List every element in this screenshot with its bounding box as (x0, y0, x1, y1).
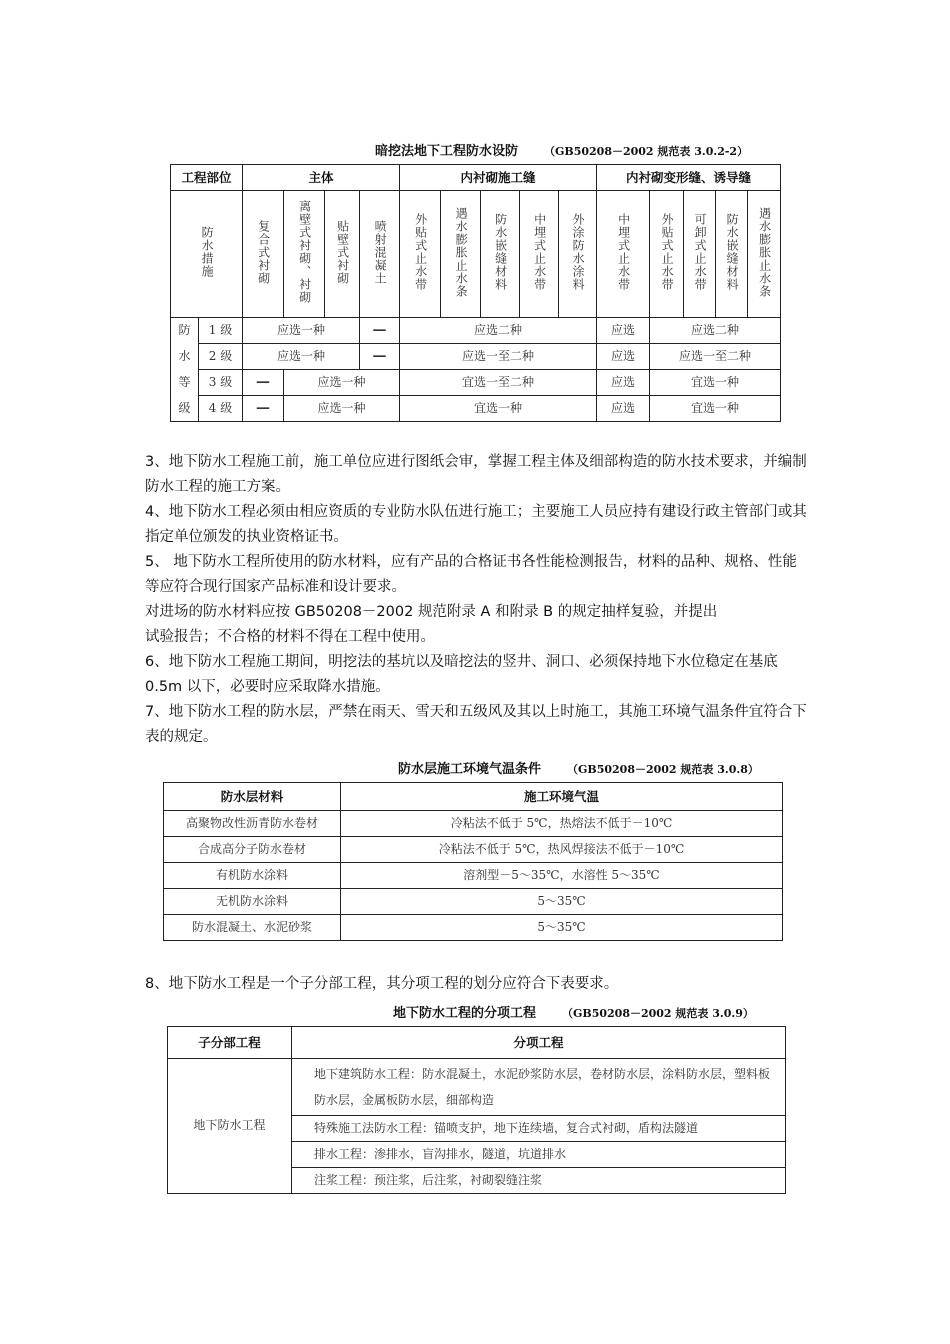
table3-caption (393, 1002, 754, 1021)
header-temperature: 施工环境气温 (341, 783, 783, 811)
joint-choice: 宜选一至二种 (400, 370, 597, 396)
temperature-cell: 冷粘法不低于 5℃，热熔法不低于－10℃ (341, 811, 783, 837)
temperature-cell: 5～35℃ (341, 915, 783, 941)
body-choice: 应选一种 (284, 396, 400, 422)
header-part: 工程部位 (171, 165, 243, 191)
material-cell: 高聚物改性沥青防水卷材 (164, 811, 341, 837)
col-header: 防水嵌缝材料 (716, 191, 748, 318)
col-header: 外涂防水涂料 (559, 191, 597, 318)
first-value: — (243, 396, 284, 422)
paragraph-4: 4、地下防水工程必须由相应资质的专业防水队伍进行施工；主要施工人员应持有建设行政主管部门或其指定单位颁发的执业资格证书。 (145, 504, 807, 545)
item-cell: 注浆工程：预注浆，后注浆，衬砌裂缝注浆 (292, 1168, 786, 1194)
paragraph-5-cont: 对进场的防水材料应按 GB50208－2002 规范附录 A 和附录 B 的规定抽样复验，并提出 (145, 604, 718, 620)
paragraph-8: 8、地下防水工程是一个子分部工程，其分项工程的划分应符合下表要求。 (145, 976, 619, 992)
measures-cell (171, 191, 243, 318)
col-header: 外贴式止水带 (650, 191, 684, 318)
paragraph-7: 7、地下防水工程的防水层，严禁在雨天、雪天和五级风及其以上时施工，其施工环境气温条件宜符合下表的规定。 (145, 704, 807, 745)
deform-choice: 宜选一种 (650, 396, 781, 422)
col-header: 遇水膨胀止水条 (441, 191, 481, 318)
material-cell: 合成高分子防水卷材 (164, 837, 341, 863)
paragraph-5-cont2: 试验报告；不合格的材料不得在工程中使用。 (145, 629, 435, 645)
group-deformation-joint: 内衬砌变形缝、诱导缝 (597, 165, 781, 191)
level-cell: 4 级 (199, 396, 243, 422)
material-cell: 防水混凝土、水泥砂浆 (164, 915, 341, 941)
table2-title: 防水层施工环境气温条件 (398, 762, 542, 777)
col-header: 外贴式止水带 (400, 191, 441, 318)
table2-ref: （GB50208－2002 规范表 3.0.8） (567, 763, 759, 776)
header-material: 防水层材料 (164, 783, 341, 811)
header-subdivision: 子分部工程 (168, 1027, 292, 1059)
body-choice: 应选一种 (243, 344, 360, 370)
material-cell: 有机防水涂料 (164, 863, 341, 889)
paragraph-3: 3、地下防水工程施工前，施工单位应进行图纸会审，掌握工程主体及细部构造的防水技术要求，并编制防水工程的施工方案。 (145, 454, 807, 495)
group-body: 主体 (243, 165, 400, 191)
header-items: 分项工程 (292, 1027, 786, 1059)
deform-choice: 应选二种 (650, 318, 781, 344)
joint-choice: 应选一至二种 (400, 344, 597, 370)
level-cell: 3 级 (199, 370, 243, 396)
table2-caption (398, 758, 759, 777)
col-header: 离壁式衬砌、衬砌 (284, 191, 325, 318)
temperature-cell: 5～35℃ (341, 889, 783, 915)
shotcrete-value: — (360, 318, 400, 344)
col-header: 中埋式止水带 (520, 191, 559, 318)
grade-label: 等 (171, 370, 199, 396)
sub-item-table (167, 1026, 786, 1194)
col-header: 喷射混凝土 (360, 191, 400, 318)
body-choice: 应选一种 (243, 318, 360, 344)
table1-ref: （GB50208－2002 规范表 3.0.2-2） (544, 145, 749, 158)
measures-label: 防水措施 (200, 226, 215, 279)
joint-choice: 应选二种 (400, 318, 597, 344)
table1-caption (375, 140, 748, 159)
col-header: 中埋式止水带 (597, 191, 650, 318)
mid-choice: 应选 (597, 318, 650, 344)
item-cell: 地下建筑防水工程：防水混凝土，水泥砂浆防水层，卷材防水层，涂料防水层，塑料板防水层，金属板防水层，细部构造 (292, 1059, 786, 1116)
mid-choice: 应选 (597, 344, 650, 370)
temperature-conditions-table (163, 782, 783, 941)
material-cell: 无机防水涂料 (164, 889, 341, 915)
group-construction-joint: 内衬砌施工缝 (400, 165, 597, 191)
col-header: 防水嵌缝材料 (481, 191, 520, 318)
joint-choice: 宜选一种 (400, 396, 597, 422)
table3-ref: （GB50208－2002 规范表 3.0.9） (562, 1007, 754, 1020)
mid-choice: 应选 (597, 396, 650, 422)
body-choice: 应选一种 (284, 370, 400, 396)
temperature-cell: 溶剂型－5～35℃，水溶性 5～35℃ (341, 863, 783, 889)
item-cell: 排水工程：渗排水，盲沟排水，隧道，坑道排水 (292, 1142, 786, 1168)
mid-choice: 应选 (597, 370, 650, 396)
first-value: — (243, 370, 284, 396)
deform-choice: 应选一至二种 (650, 344, 781, 370)
deform-choice: 宜选一种 (650, 370, 781, 396)
grade-label: 级 (171, 396, 199, 422)
col-header: 贴壁式衬砌 (325, 191, 360, 318)
grade-label: 水 (171, 344, 199, 370)
grade-label: 防 (171, 318, 199, 344)
level-cell: 1 级 (199, 318, 243, 344)
paragraph-6: 6、地下防水工程施工期间，明挖法的基坑以及暗挖法的竖井、洞口、必须保持地下水位稳定在基底 0.5m 以下，必要时应采取降水措施。 (145, 654, 778, 695)
level-cell: 2 级 (199, 344, 243, 370)
item-cell: 特殊施工法防水工程：锚喷支护，地下连续墙，复合式衬砌，盾构法隧道 (292, 1116, 786, 1142)
col-header: 遇水膨胀止水条 (748, 191, 781, 318)
paragraph-5: 5、 地下防水工程所使用的防水材料，应有产品的合格证书各性能检测报告，材料的品种、规格、性能等应符合现行国家产品标准和设计要求。 (145, 554, 797, 595)
table1-title: 暗挖法地下工程防水设防 (375, 144, 519, 159)
table3-title: 地下防水工程的分项工程 (393, 1006, 537, 1021)
col-header: 可卸式止水带 (684, 191, 716, 318)
temperature-cell: 冷粘法不低于 5℃，热风焊接法不低于－10℃ (341, 837, 783, 863)
col-header: 复合式衬砌 (243, 191, 284, 318)
subdivision-cell: 地下防水工程 (168, 1059, 292, 1194)
waterproof-design-table (170, 164, 781, 422)
shotcrete-value: — (360, 344, 400, 370)
